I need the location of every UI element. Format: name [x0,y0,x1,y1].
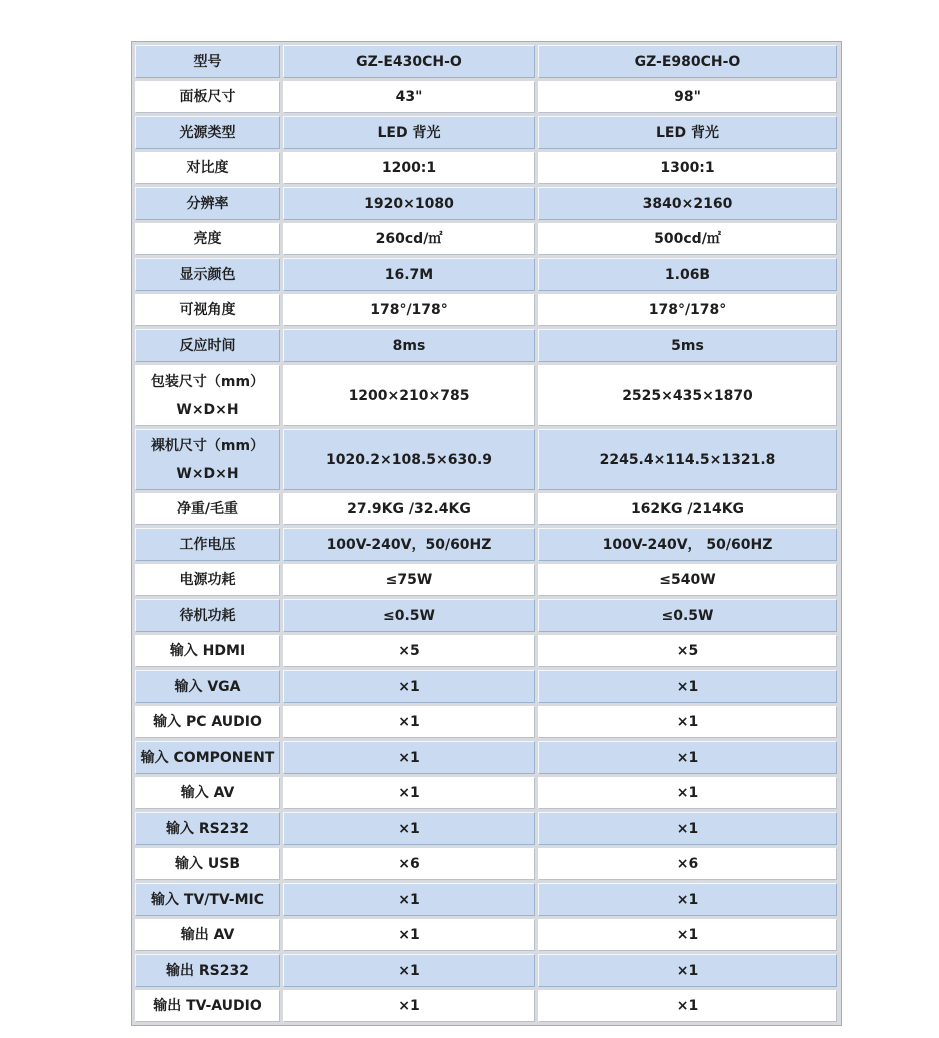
spec-label [153,708,262,736]
spec-value-model-b: ×1 [538,777,837,809]
spec-value-model-b: 162KG /214KG [538,493,837,525]
spec-value-model-a: ×1 [283,777,535,809]
spec-label-line: 面板尺寸 [179,89,236,105]
spec-label-cell [135,848,280,880]
spec-label-cell [135,152,280,184]
spec-value-model-a: 8ms [283,329,535,362]
spec-label [187,190,229,218]
spec-label [180,261,236,289]
spec-value-model-a: ×1 [283,954,535,987]
spec-label-line: 输出 TV-AUDIO [153,998,262,1014]
spec-label [180,296,236,324]
spec-value-model-a: 1200×210×785 [283,365,535,426]
spec-value-model-a: ×1 [283,706,535,738]
spec-value-model-a: ×1 [283,990,535,1022]
spec-label-line: W×D×H [176,465,239,482]
spec-label-line: 输入 RS232 [166,820,249,837]
spec-label-line: 净重/毛重 [176,501,239,517]
spec-value-model-b: LED 背光 [538,116,837,149]
spec-label-cell [135,741,280,774]
spec-table [131,41,842,1026]
spec-label-line: 输入 AV [180,785,235,801]
spec-value-model-a: ×1 [283,812,535,845]
spec-label-line: 输入 HDMI [169,643,246,659]
spec-value-model-b: 3840×2160 [538,187,837,220]
spec-value-model-a: 178°/178° [283,294,535,326]
spec-label [174,673,240,701]
table-row [135,294,841,326]
spec-label-line: 电源功耗 [179,572,236,588]
table-row [135,329,841,362]
spec-label-line: 光源类型 [179,124,236,141]
spec-label-cell [135,883,280,916]
spec-value-model-b: ×1 [538,812,837,845]
spec-label [180,332,236,360]
spec-value-model-a: ≤75W [283,564,535,596]
spec-label-cell [135,116,280,149]
spec-label-cell [135,528,280,561]
spec-value-model-a: ×6 [283,848,535,880]
spec-value-model-a: ×1 [283,741,535,774]
spec-value-model-a: 43" [283,81,535,113]
spec-value-model-b: 2525×435×1870 [538,365,837,426]
spec-label-cell [135,45,280,78]
table-row [135,919,841,951]
spec-label-line: 反应时间 [179,337,236,354]
spec-label-line: 输入 VGA [174,678,241,695]
spec-value-model-a: GZ-E430CH-O [283,45,535,78]
spec-value-model-b: ×1 [538,883,837,916]
spec-value-model-a: 260cd/㎡ [283,223,535,255]
spec-value-model-a: ×5 [283,635,535,667]
spec-label-line: 裸机尺寸（mm） [150,437,265,454]
spec-label-cell [135,954,280,987]
spec-label-cell [135,223,280,255]
spec-label [180,566,236,594]
spec-label [166,815,249,843]
spec-value-model-a: 16.7M [283,258,535,291]
spec-value-model-a: ×1 [283,919,535,951]
spec-value-model-b: 1.06B [538,258,837,291]
spec-value-model-b: GZ-E980CH-O [538,45,837,78]
spec-label-cell [135,258,280,291]
spec-label [153,992,262,1020]
spec-label-cell [135,493,280,525]
spec-value-model-b: ×1 [538,741,837,774]
spec-label-cell [135,329,280,362]
spec-value-model-a: 27.9KG /32.4KG [283,493,535,525]
spec-label-line: 输入 USB [175,856,240,872]
spec-value-model-b: 2245.4×114.5×1321.8 [538,429,837,490]
table-row [135,954,841,987]
spec-label [175,850,240,878]
table-row [135,564,841,596]
spec-label-line: 显示颜色 [179,266,236,283]
spec-label [180,531,236,559]
spec-label-line: 待机功耗 [179,607,236,624]
spec-label-line: 输入 COMPONENT [140,749,275,766]
spec-label [141,744,275,772]
spec-value-model-b: ×1 [538,919,837,951]
spec-value-model-a: 1020.2×108.5×630.9 [283,429,535,490]
spec-value-model-b: ×1 [538,990,837,1022]
table-row [135,599,841,632]
spec-label-cell [135,777,280,809]
spec-label-line: 亮度 [193,231,222,247]
spec-label-line: 包装尺寸（mm） [150,373,265,390]
spec-label-line: 分辨率 [186,195,229,212]
table-row [135,848,841,880]
spec-label-cell [135,187,280,220]
table-row [135,187,841,220]
table-row [135,706,841,738]
spec-label-line: 型号 [193,53,222,70]
spec-label [151,432,264,488]
spec-label-line: W×D×H [176,401,239,418]
spec-label [180,602,236,630]
spec-label-cell [135,294,280,326]
spec-label-line: 可视角度 [179,302,236,318]
spec-value-model-b: ×5 [538,635,837,667]
spec-value-model-b: 500cd/㎡ [538,223,837,255]
spec-label-line: 工作电压 [179,536,236,553]
spec-label [187,154,229,182]
spec-label [181,779,235,807]
table-row [135,365,841,426]
table-row [135,223,841,255]
table-row [135,116,841,149]
spec-value-model-a: 1200:1 [283,152,535,184]
spec-value-model-a: ×1 [283,670,535,703]
spec-label [194,225,222,253]
spec-label-cell [135,564,280,596]
spec-value-model-b: 5ms [538,329,837,362]
spec-label-line: 输出 RS232 [166,962,249,979]
spec-label-line: 输出 AV [180,927,235,943]
spec-label [166,957,249,985]
spec-value-model-b: ×1 [538,706,837,738]
table-row [135,883,841,916]
spec-label-cell [135,365,280,426]
spec-label [194,48,222,76]
spec-label-cell [135,81,280,113]
table-row [135,528,841,561]
spec-label-cell [135,670,280,703]
spec-label-cell [135,706,280,738]
spec-label-cell [135,919,280,951]
spec-label-cell [135,599,280,632]
spec-label [180,83,236,111]
spec-label-cell [135,635,280,667]
spec-label-line: 输入 TV/TV-MIC [151,891,264,908]
table-row [135,493,841,525]
table-row [135,741,841,774]
spec-label [151,886,264,914]
spec-label-cell [135,812,280,845]
spec-value-model-a: ×1 [283,883,535,916]
spec-label-cell [135,990,280,1022]
spec-value-model-b: 178°/178° [538,294,837,326]
table-row [135,258,841,291]
table-row [135,812,841,845]
table-row [135,81,841,113]
table-row [135,635,841,667]
spec-value-model-a: ≤0.5W [283,599,535,632]
spec-label [180,119,236,147]
spec-value-model-b: ≤0.5W [538,599,837,632]
spec-label [177,495,238,523]
spec-label [170,637,245,665]
spec-value-model-b: 98" [538,81,837,113]
spec-value-model-b: ×1 [538,954,837,987]
table-row [135,429,841,490]
spec-label [151,368,264,424]
table-row [135,777,841,809]
spec-label-cell [135,429,280,490]
table-row [135,670,841,703]
spec-value-model-b: ×6 [538,848,837,880]
table-row [135,990,841,1022]
spec-value-model-a: 1920×1080 [283,187,535,220]
spec-value-model-b: ≤540W [538,564,837,596]
spec-label [181,921,235,949]
spec-value-model-a: LED 背光 [283,116,535,149]
spec-value-model-b: ×1 [538,670,837,703]
spec-value-model-b: 100V-240V， 50/60HZ [538,528,837,561]
table-row [135,152,841,184]
spec-value-model-b: 1300:1 [538,152,837,184]
spec-value-model-a: 100V-240V，50/60HZ [283,528,535,561]
spec-label-line: 输入 PC AUDIO [153,714,262,730]
spec-label-line: 对比度 [186,160,229,176]
table-row [135,45,841,78]
